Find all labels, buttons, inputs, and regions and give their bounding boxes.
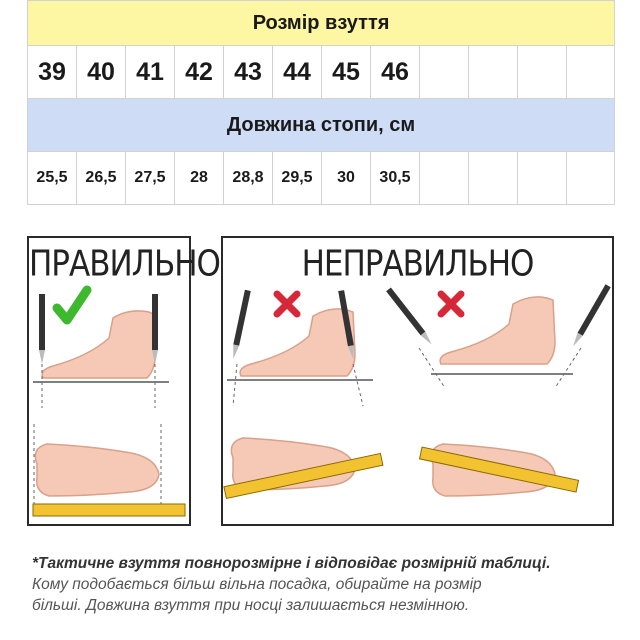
length-cell bbox=[420, 152, 469, 205]
foot-length-row bbox=[28, 152, 615, 205]
length-cell: 30,5 bbox=[371, 152, 420, 205]
pencil-icon bbox=[39, 294, 45, 364]
size-cell bbox=[420, 46, 469, 99]
size-cell bbox=[469, 46, 518, 99]
pencil-icon bbox=[386, 288, 434, 347]
footnote-line-1: *Тактичне взуття повнорозмірне і відповідає розмірній таблиці. bbox=[32, 555, 551, 572]
size-cell bbox=[567, 46, 615, 99]
check-icon bbox=[57, 290, 87, 320]
length-cell: 29,5 bbox=[273, 152, 322, 205]
correct-title: ПРАВИЛЬНО bbox=[29, 243, 220, 285]
size-cell: 45 bbox=[322, 46, 371, 99]
top-foot-shape bbox=[35, 444, 159, 496]
size-cell: 39 bbox=[28, 46, 77, 99]
length-cell bbox=[469, 152, 518, 205]
side-foot-shape bbox=[240, 309, 355, 376]
cross-icon bbox=[441, 294, 461, 314]
cross-icon bbox=[277, 294, 297, 314]
size-cell: 43 bbox=[224, 46, 273, 99]
size-cell bbox=[518, 46, 567, 99]
length-cell bbox=[518, 152, 567, 205]
foot-length-header: Довжина стопи, см bbox=[28, 99, 615, 152]
length-cell: 30 bbox=[322, 152, 371, 205]
footnote-line-3: більші. Довжина взуття при носці залишається незмінною. bbox=[32, 597, 470, 614]
shoe-size-header: Розмір взуття bbox=[28, 1, 615, 46]
pencil-icon bbox=[571, 284, 611, 348]
length-cell: 25,5 bbox=[28, 152, 77, 205]
size-cell: 46 bbox=[371, 46, 420, 99]
side-foot-shape bbox=[42, 311, 155, 378]
pencil-icon bbox=[152, 294, 158, 364]
sizing-footnote bbox=[32, 553, 622, 616]
size-cell: 41 bbox=[126, 46, 175, 99]
correct-measurement-panel bbox=[27, 236, 220, 526]
shoe-size-row bbox=[28, 46, 615, 99]
length-cell: 28,8 bbox=[224, 152, 273, 205]
length-cell bbox=[567, 152, 615, 205]
length-cell: 28 bbox=[175, 152, 224, 205]
wrong-measurement-panel bbox=[221, 236, 614, 526]
length-cell: 27,5 bbox=[126, 152, 175, 205]
size-cell: 44 bbox=[273, 46, 322, 99]
footnote-line-2: Кому подобається більш вільна посадка, обирайте на розмір bbox=[32, 576, 482, 593]
size-cell: 40 bbox=[77, 46, 126, 99]
size-table bbox=[27, 0, 615, 205]
size-cell: 42 bbox=[175, 46, 224, 99]
ruler-icon bbox=[33, 504, 185, 516]
wrong-title: НЕПРАВИЛЬНО bbox=[301, 243, 534, 285]
pencil-icon bbox=[230, 290, 250, 360]
length-cell: 26,5 bbox=[77, 152, 126, 205]
